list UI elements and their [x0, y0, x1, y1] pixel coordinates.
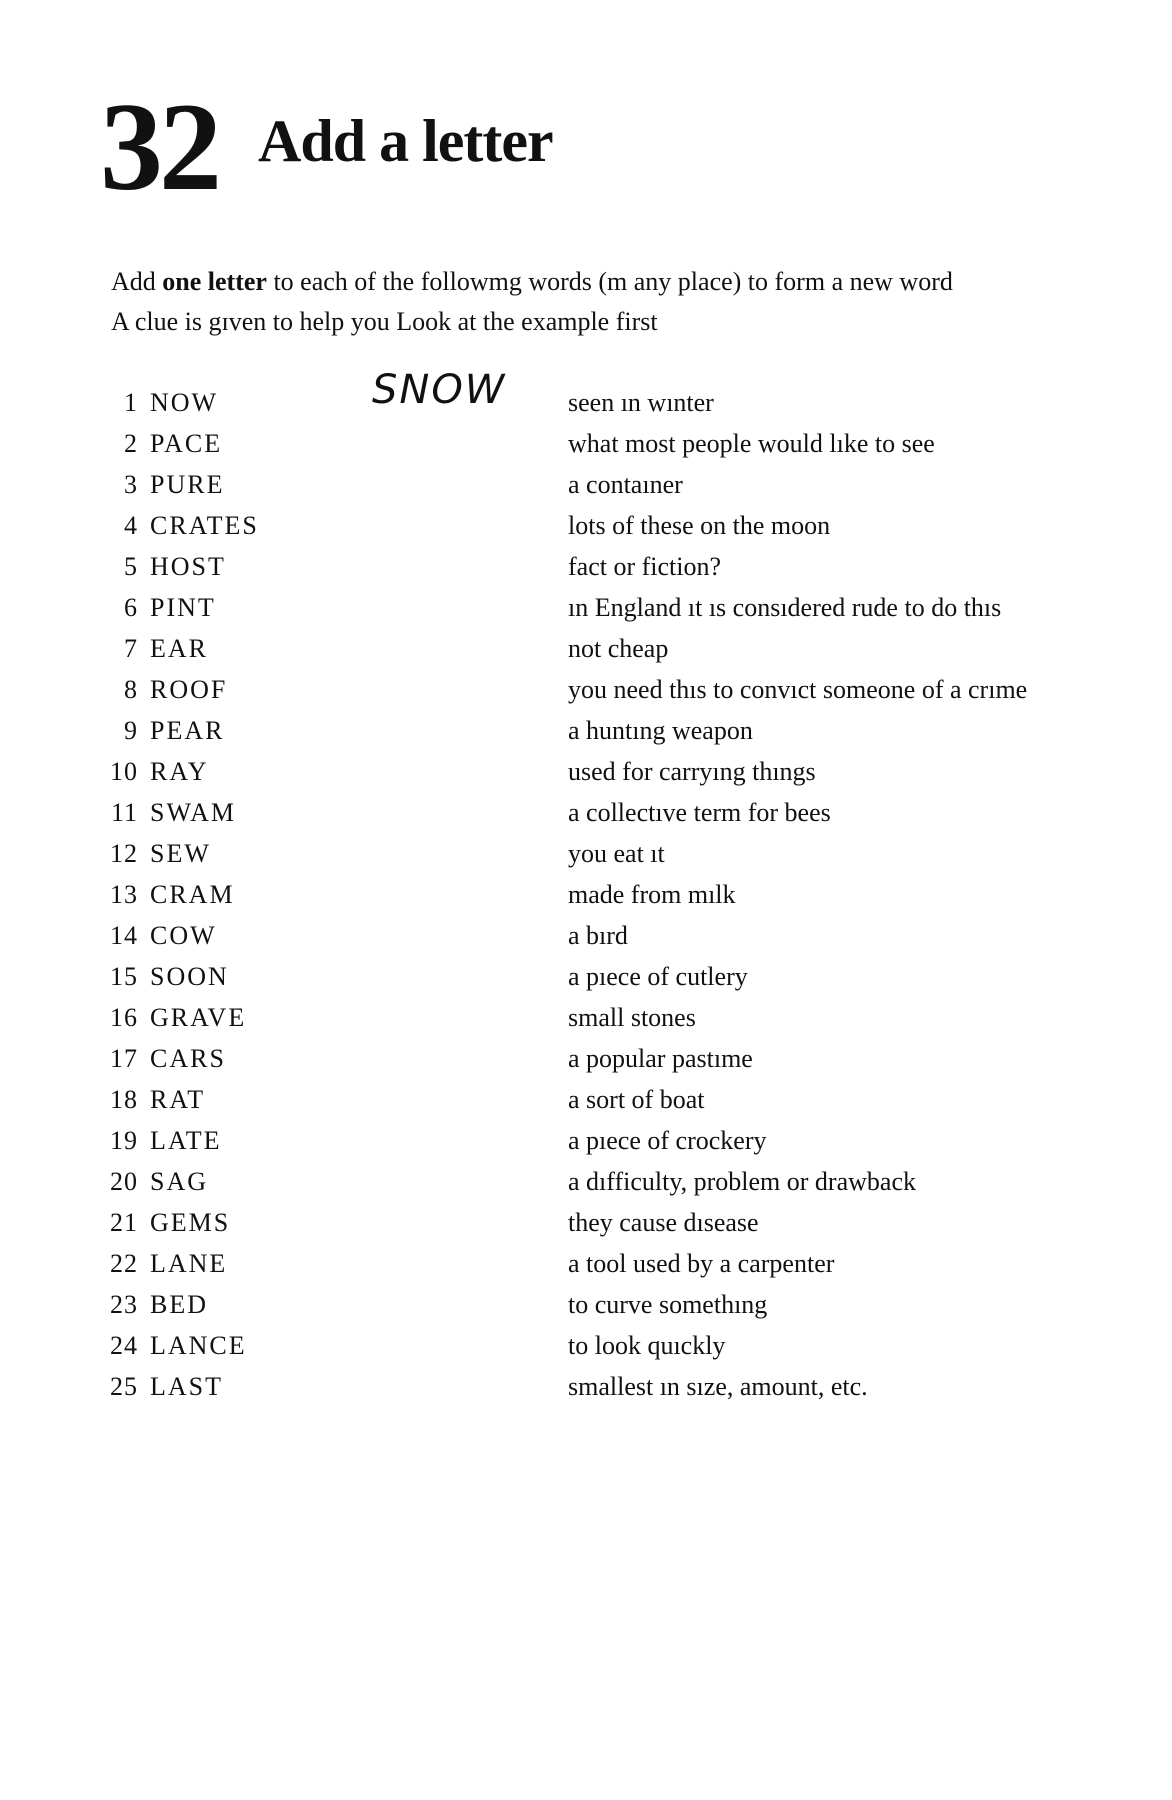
exercise-row	[98, 423, 1098, 464]
item-word: SEW	[150, 839, 211, 868]
item-number: 3	[124, 470, 138, 499]
item-number: 18	[110, 1085, 138, 1114]
item-clue: a collectıve term for bees	[568, 798, 831, 827]
exercise-row	[98, 1161, 1098, 1202]
item-word: LAST	[150, 1372, 223, 1401]
exercise-row	[98, 1325, 1098, 1366]
exercise-row	[98, 915, 1098, 956]
exercise-row	[98, 751, 1098, 792]
item-word: PINT	[150, 593, 216, 622]
exercise-row	[98, 1120, 1098, 1161]
exercise-row	[98, 997, 1098, 1038]
item-clue: what most people would lıke to see	[568, 429, 935, 458]
exercise-row	[98, 1243, 1098, 1284]
item-clue: a pıece of crockery	[568, 1126, 767, 1155]
exercise-list	[98, 367, 1098, 1407]
item-word: CRATES	[150, 511, 259, 540]
item-number: 10	[110, 757, 138, 786]
exercise-row	[98, 833, 1098, 874]
item-number: 7	[124, 634, 138, 663]
item-word: SAG	[150, 1167, 209, 1196]
item-clue: a sort of boat	[568, 1085, 705, 1114]
exercise-row	[98, 956, 1098, 997]
item-number: 4	[124, 511, 138, 540]
item-number: 1	[124, 388, 138, 417]
item-word: HOST	[150, 552, 226, 581]
item-clue: a pıece of cutlery	[568, 962, 748, 991]
exercise-row	[98, 505, 1098, 546]
exercise-row	[98, 792, 1098, 833]
item-word: SOON	[150, 962, 229, 991]
item-number: 21	[110, 1208, 138, 1237]
item-word: RAY	[150, 757, 209, 786]
item-word: RAT	[150, 1085, 206, 1114]
item-word: LANCE	[150, 1331, 247, 1360]
item-word: EAR	[150, 634, 208, 663]
item-clue: not cheap	[568, 634, 669, 663]
item-word: NOW	[150, 388, 219, 417]
item-number: 9	[124, 716, 138, 745]
exercise-row	[98, 367, 1098, 423]
item-clue: a tool used by a carpenter	[568, 1249, 835, 1278]
item-word: LATE	[150, 1126, 222, 1155]
item-number: 15	[110, 962, 138, 991]
item-clue: made from mılk	[568, 880, 736, 909]
item-clue: they cause dısease	[568, 1208, 759, 1237]
item-clue: to look quıckly	[568, 1331, 726, 1360]
item-clue: seen ın wınter	[568, 388, 714, 417]
item-number: 23	[110, 1290, 138, 1319]
item-clue: lots of these on the moon	[568, 511, 831, 540]
item-clue: a contaıner	[568, 470, 683, 499]
item-number: 13	[110, 880, 138, 909]
item-number: 24	[110, 1331, 138, 1360]
item-clue: a dıfficulty, problem or drawback	[568, 1167, 916, 1196]
item-clue: ın England ıt ıs consıdered rude to do thıs	[568, 593, 1002, 622]
instructions	[111, 262, 1131, 342]
exercise-row	[98, 710, 1098, 751]
item-number: 14	[110, 921, 138, 950]
item-clue: smallest ın sıze, amount, etc.	[568, 1372, 868, 1401]
item-clue: used for carryıng thıngs	[568, 757, 816, 786]
item-word: CRAM	[150, 880, 235, 909]
item-clue: small stones	[568, 1003, 696, 1032]
item-word: CARS	[150, 1044, 226, 1073]
item-clue: a popular pastıme	[568, 1044, 753, 1073]
item-number: 5	[124, 552, 138, 581]
item-clue: you need thıs to convıct someone of a crıme	[568, 675, 1028, 704]
item-word: ROOF	[150, 675, 228, 704]
item-word: PACE	[150, 429, 223, 458]
item-word: PURE	[150, 470, 225, 499]
item-clue: you eat ıt	[568, 839, 665, 868]
exercise-row	[98, 874, 1098, 915]
instructions-prefix: Add	[111, 267, 163, 296]
item-number: 8	[124, 675, 138, 704]
unit-title: Add a letter	[258, 108, 553, 174]
item-word: PEAR	[150, 716, 225, 745]
item-word: BED	[150, 1290, 208, 1319]
item-word: GRAVE	[150, 1003, 247, 1032]
page-header	[100, 78, 553, 217]
exercise-row	[98, 1366, 1098, 1407]
exercise-row	[98, 587, 1098, 628]
item-number: 25	[110, 1372, 138, 1401]
item-number: 19	[110, 1126, 138, 1155]
exercise-row	[98, 1038, 1098, 1079]
instructions-line-1	[111, 262, 1131, 302]
item-word: COW	[150, 921, 217, 950]
exercise-row	[98, 669, 1098, 710]
item-clue: a huntıng weapon	[568, 716, 753, 745]
instructions-emphasis: one letter	[162, 267, 267, 296]
item-clue: fact or fiction?	[568, 552, 722, 581]
item-number: 17	[110, 1044, 138, 1073]
item-number: 11	[110, 798, 138, 827]
item-answer: SNOW	[372, 367, 507, 413]
exercise-row	[98, 1284, 1098, 1325]
item-number: 22	[110, 1249, 138, 1278]
item-word: GEMS	[150, 1208, 231, 1237]
item-number: 12	[110, 839, 138, 868]
instructions-line-2: A clue is gɪven to help you Look at the example first	[111, 307, 658, 336]
exercise-row	[98, 1202, 1098, 1243]
item-number: 20	[110, 1167, 138, 1196]
item-number: 6	[124, 593, 138, 622]
item-word: SWAM	[150, 798, 237, 827]
item-number: 2	[124, 429, 138, 458]
item-number: 16	[110, 1003, 138, 1032]
item-clue: to curve somethıng	[568, 1290, 768, 1319]
item-clue: a bırd	[568, 921, 628, 950]
exercise-row	[98, 464, 1098, 505]
item-word: LANE	[150, 1249, 228, 1278]
exercise-row	[98, 546, 1098, 587]
unit-number: 32	[100, 78, 218, 217]
exercise-row	[98, 628, 1098, 669]
instructions-suffix: to each of the followmg words (m any place) to form a new word	[266, 267, 953, 296]
exercise-row	[98, 1079, 1098, 1120]
